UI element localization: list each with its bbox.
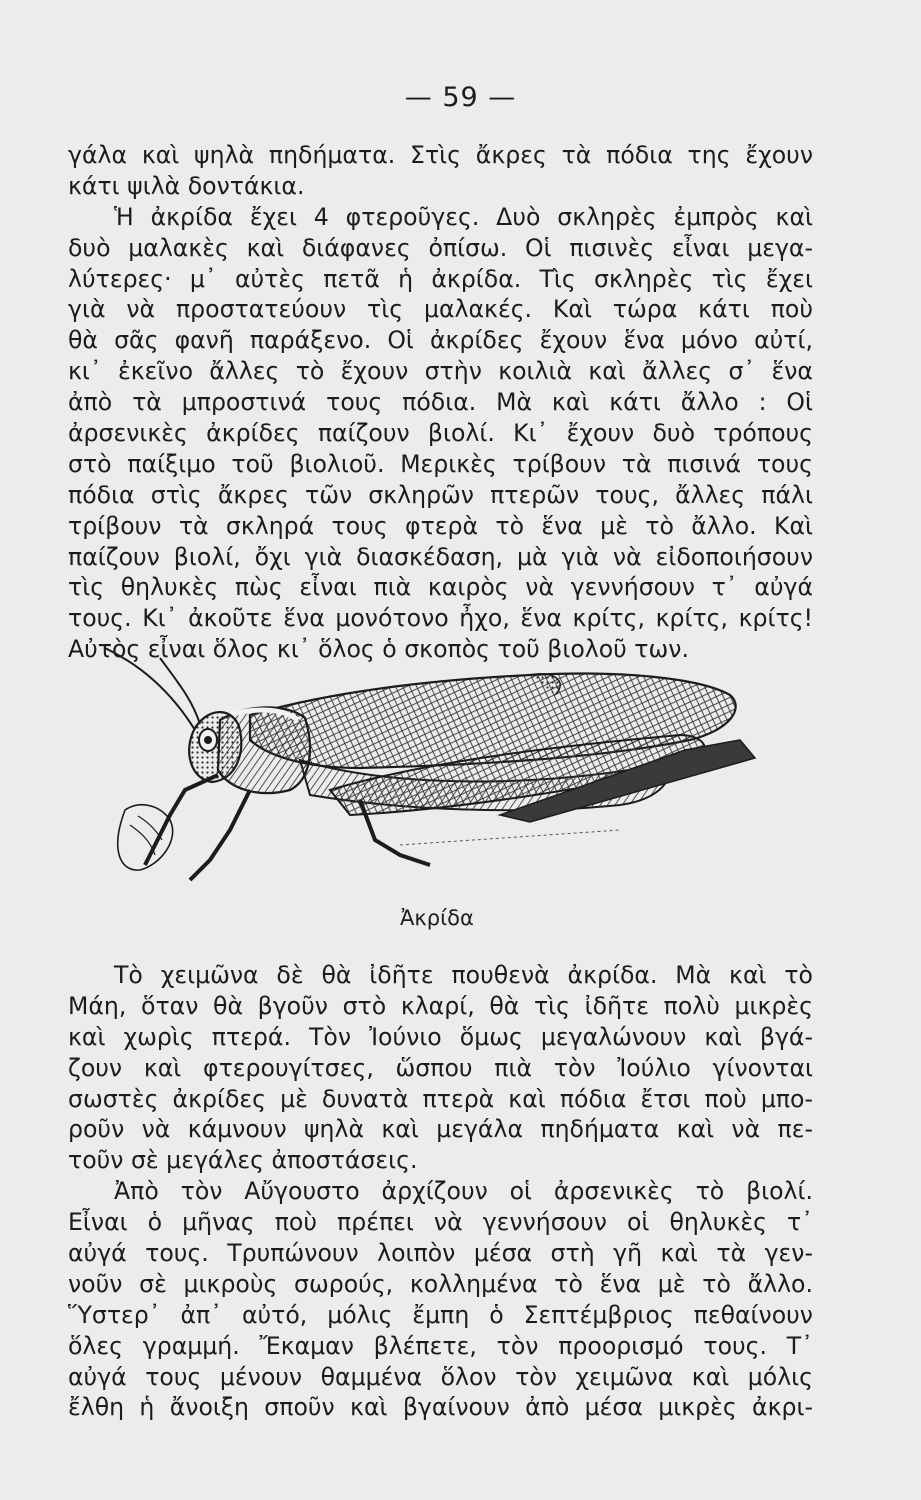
text-line: Ὕστερ᾿ ἀπ᾿ αὐτό, μόλις ἔμπη ὁ Σεπτέμβριος πεθαίνουν — [68, 1300, 813, 1329]
text-line: καὶ χωρὶς πτερά. Τὸν Ἰούνιο ὅμως μεγαλώνουν καὶ βγά- — [68, 1022, 813, 1051]
text-line: παίζουν βιολί, ὄχι γιὰ διασκέδαση, μὰ γιὰ νὰ εἰδοποιήσουν — [68, 542, 813, 571]
grasshopper-illustration — [100, 640, 780, 885]
text-bottom — [68, 960, 813, 1423]
text-line: τοῦν σὲ μεγάλες ἀποστάσεις. — [68, 1146, 418, 1175]
text-line: στὸ παίξιμο τοῦ βιολιοῦ. Μερικὲς τρίβουν τὰ πισινά τους — [68, 449, 813, 478]
figure-caption: Ἀκρίδα — [400, 906, 474, 930]
text-line: ζουν καὶ φτερουγίτσες, ὥσπου πιὰ τὸν Ἰούλιο γίνονται — [68, 1053, 813, 1082]
text-line: πόδια στὶς ἄκρες τῶν σκληρῶν πτερῶν τους, ἄλλες πάλι — [68, 480, 813, 509]
text-line: Εἶναι ὁ μῆνας ποὺ πρέπει νὰ γεννήσουν οἱ θηλυκὲς τ᾿ — [68, 1208, 813, 1237]
text-line: σωστὲς ἀκρίδες μὲ δυνατὰ πτερὰ καὶ πόδια ἔτσι ποὺ μπο- — [68, 1084, 813, 1113]
text-line: Αὐτὸς εἶναι ὅλος κι᾿ ὅλος ὁ σκοπὸς τοῦ βιολοῦ των. — [68, 635, 689, 664]
text-line: Ἡ ἀκρίδα ἔχει 4 φτεροῦγες. Δυὸ σκληρὲς ἐμπρὸς καὶ — [114, 202, 813, 231]
text-line: τὶς θηλυκὲς πὼς εἶναι πιὰ καιρὸς νὰ γεννήσουν τ᾿ αὐγά — [68, 573, 813, 602]
text-line: Ἀπὸ τὸν Αὔγουστο ἀρχίζουν οἱ ἀρσενικὲς τὸ βιολί. — [114, 1177, 813, 1206]
text-line: ἀπὸ τὰ μπροστινά τους πόδια. Μὰ καὶ κάτι ἄλλο : Οἱ — [68, 388, 813, 417]
text-line: ἀρσενικὲς ἀκρίδες παίζουν βιολί. Κι᾿ ἔχουν δυὸ τρόπους — [68, 419, 813, 448]
text-line: γάλα καὶ ψηλὰ πηδήματα. Στὶς ἄκρες τὰ πόδια της ἔχουν — [68, 141, 813, 169]
text-line: τους. Κι᾿ ἀκοῦτε ἕνα μονότονο ἦχο, ἕνα κρίτς, κρίτς, κρίτς! — [68, 604, 813, 633]
text-line: ροῦν νὰ κάμνουν ψηλὰ καὶ μεγάλα πηδήματα καὶ νὰ πε- — [68, 1115, 813, 1144]
text-top — [68, 140, 813, 665]
text-line: ἔλθη ἡ ἄνοιξη σποῦν καὶ βγαίνουν ἀπὸ μέσα μικρὲς ἀκρι- — [68, 1393, 813, 1422]
text-line: θὰ σᾶς φανῆ παράξενο. Οἱ ἀκρίδες ἔχουν ἕνα μόνο αὐτί, — [68, 326, 813, 355]
text-line: κάτι ψιλὰ δοντάκια. — [68, 171, 305, 200]
text-line: νοῦν σὲ μικροὺς σωρούς, κολλημένα τὸ ἕνα μὲ τὸ ἄλλο. — [68, 1269, 813, 1298]
text-line: γιὰ νὰ προστατεύουν τὶς μαλακές. Καὶ τώρα κάτι ποὺ — [68, 295, 813, 324]
text-line: Τὸ χειμῶνα δὲ θὰ ἰδῆτε πουθενὰ ἀκρίδα. Μὰ καὶ τὸ — [114, 961, 813, 989]
grasshopper-drawing — [100, 640, 780, 885]
text-line: δυὸ μαλακὲς καὶ διάφανες ὀπίσω. Οἱ πισινὲς εἶναι μεγα- — [68, 233, 813, 262]
text-line: κι᾿ ἐκεῖνο ἄλλες τὸ ἔχουν στὴν κοιλιὰ καὶ ἄλλες σ᾿ ἕνα — [68, 357, 813, 386]
text-line: αὐγά τους. Τρυπώνουν λοιπὸν μέσα στὴ γῆ καὶ τὰ γεν- — [68, 1239, 813, 1268]
text-line: ὅλες γραμμή. Ἔκαμαν βλέπετε, τὸν προορισμό τους. Τ᾿ — [68, 1331, 813, 1360]
text-line: αὐγά τους μένουν θαμμένα ὅλον τὸν χειμῶνα καὶ μόλις — [68, 1362, 813, 1391]
text-line: τρίβουν τὰ σκληρά τους φτερὰ τὸ ἕνα μὲ τὸ ἄλλο. Καὶ — [68, 511, 813, 540]
text-line: Μάη, ὅταν θὰ βγοῦν στὸ κλαρί, θὰ τὶς ἰδῆτε πολὺ μικρὲς — [68, 991, 813, 1020]
text-line: λύτερες· μ᾿ αὐτὲς πετᾶ ἡ ἀκρίδα. Τὶς σκληρὲς τὶς ἔχει — [68, 264, 813, 293]
page-number: — 59 — — [404, 82, 517, 113]
